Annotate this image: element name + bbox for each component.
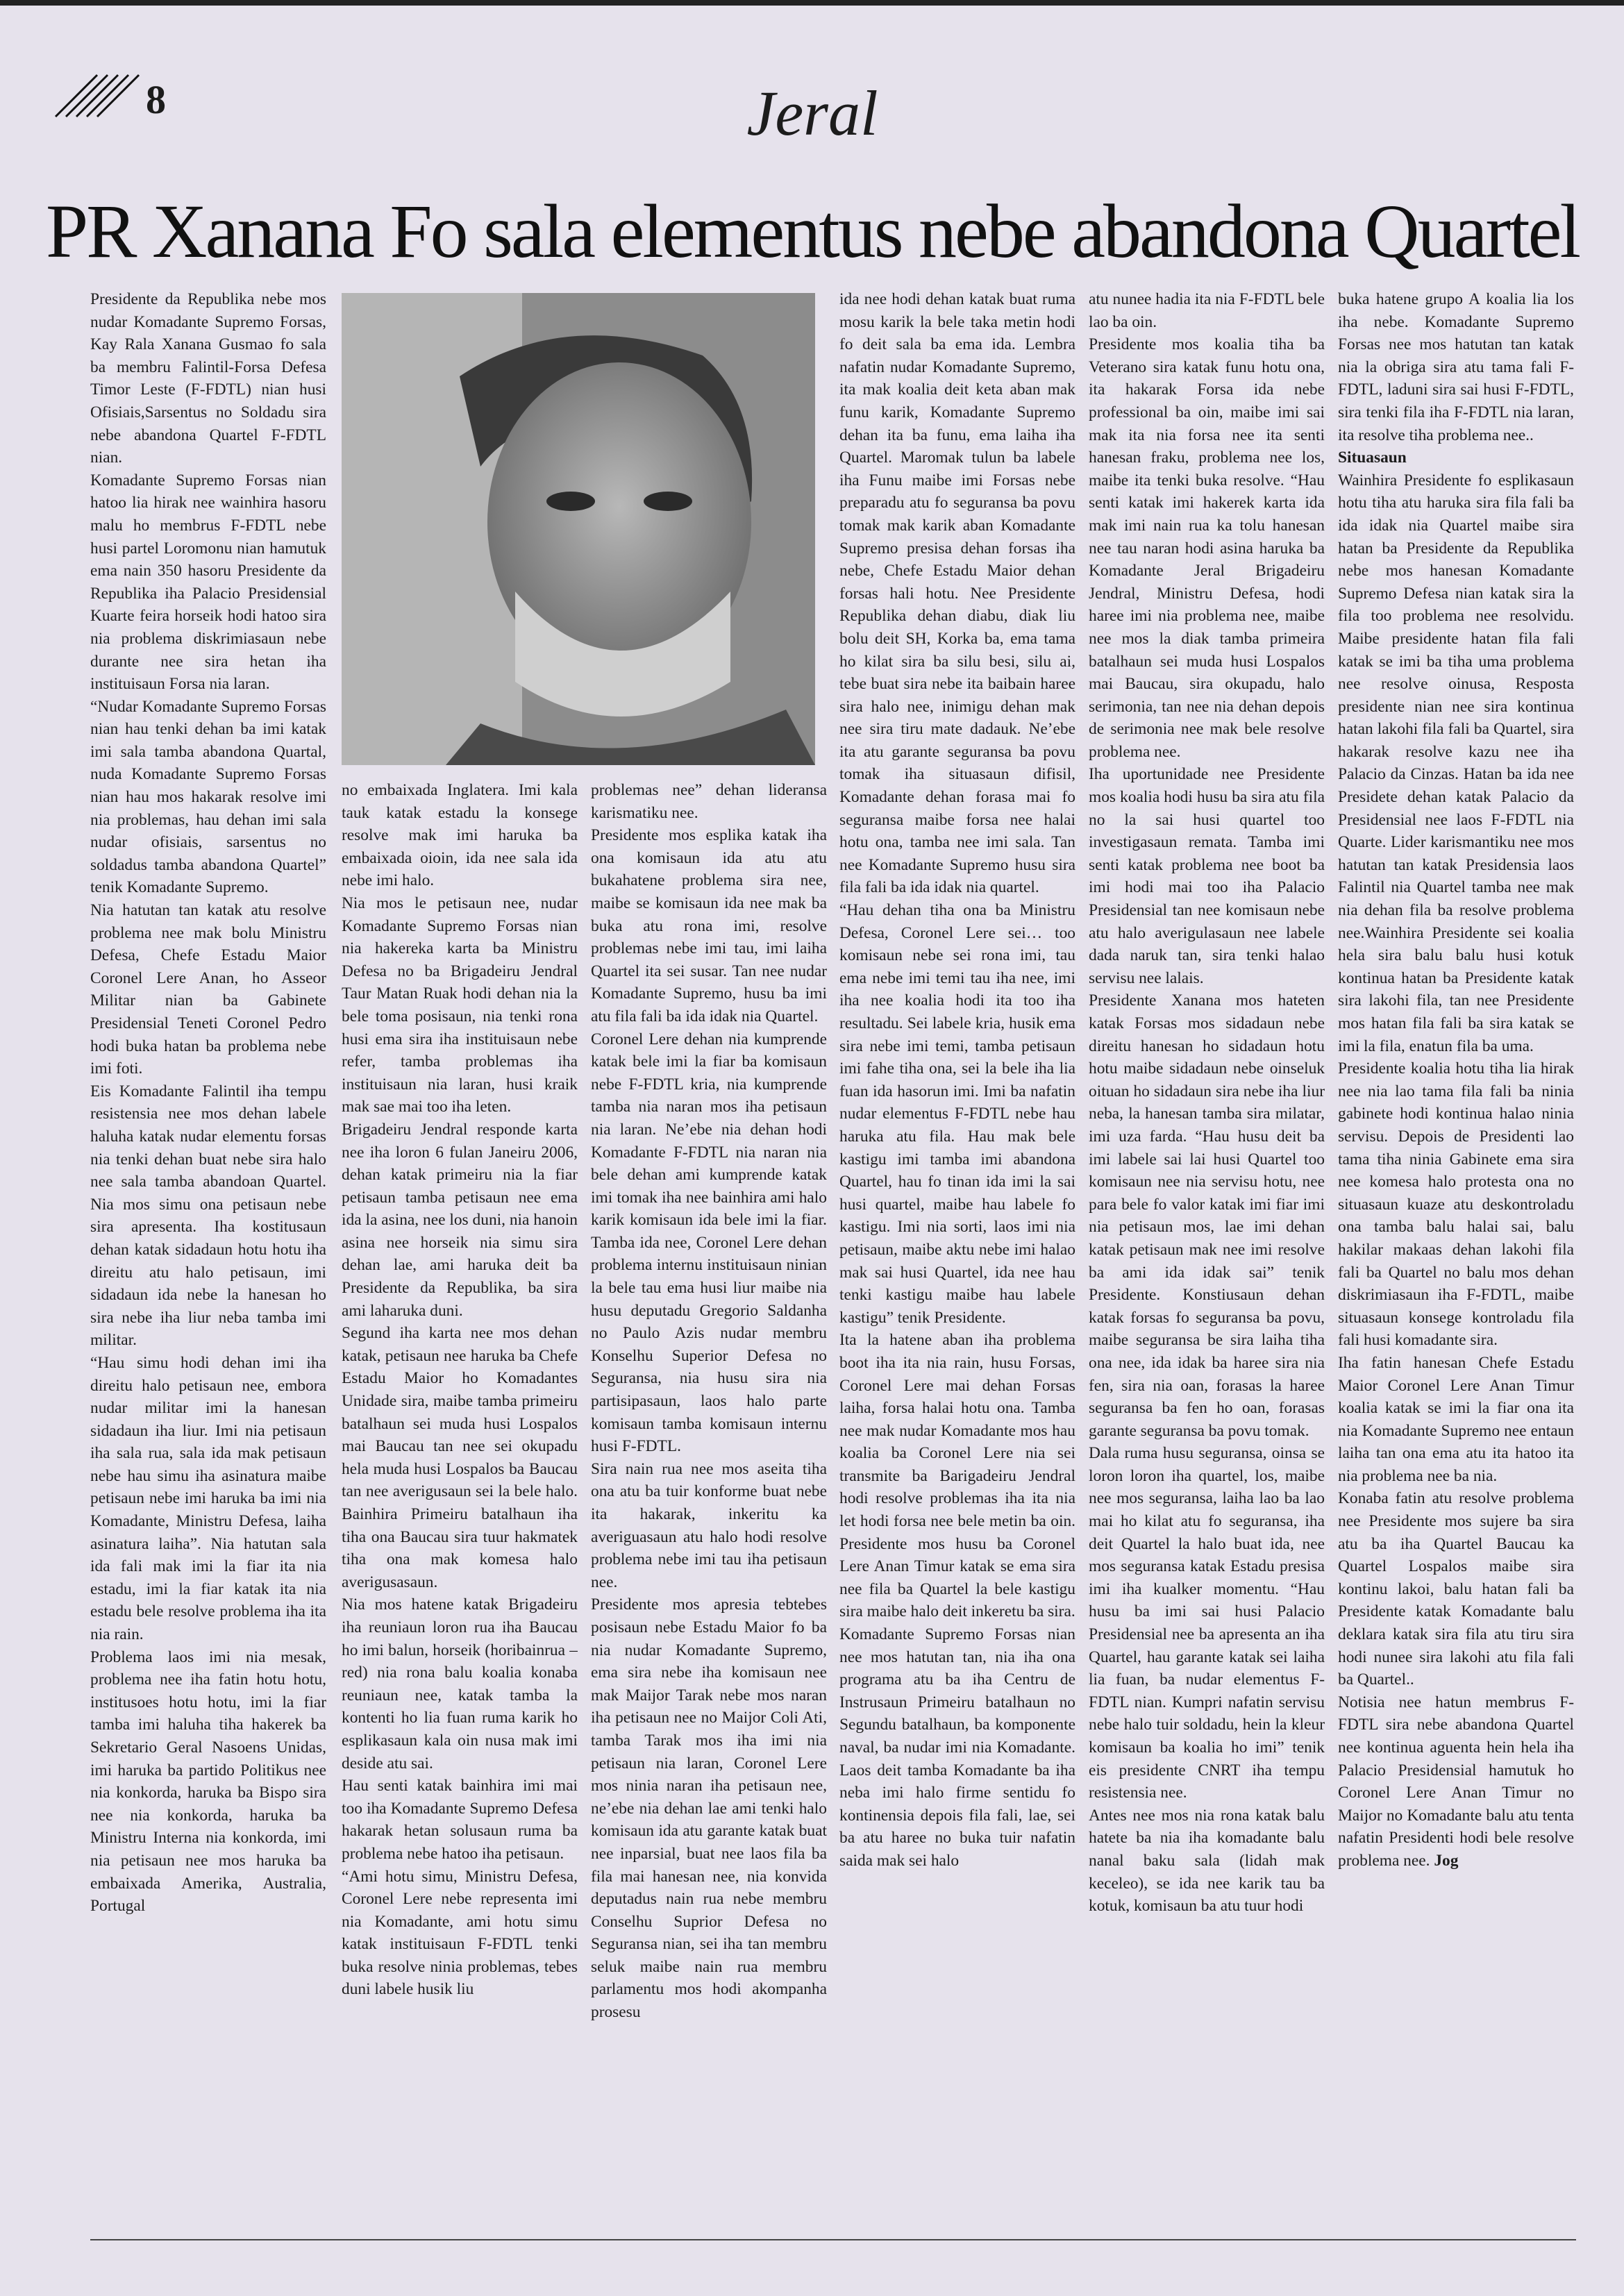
subheading: Situasaun <box>1338 449 1407 467</box>
paragraph: Iha fatin hanesan Chefe Estadu Maior Coronel Lere Anan Timur koalia katak se imi la fiar ona ita nia Komadante Supremo nee entaun laiha tan ona ema atu ita hatoo ita nia problema nee ba nia. <box>1338 1353 1574 1485</box>
article-column-2 <box>342 779 578 2232</box>
paragraph: Iha uportunidade nee Presidente mos koalia hodi husu ba sira atu fila no la sai husi quartel too investigasaun remata. Tamba imi senti katak problema nee boot ba imi hodi mai too iha Palacio Presidensial tan nee komisaun nebe atu halo averigulasaun nee labele dada naruk tan, sira tenki halao servisu nee lalais. <box>1089 765 1325 987</box>
article-column-6 <box>1338 288 1574 2232</box>
paragraph: “Hau simu hodi dehan imi iha direitu halo petisaun nee, embora nudar militar imi la hanesan sidadaun iha liur. Imi nia petisaun iha sala rua, sala ida mak petisaun nebe hau simu iha asinatura maibe petisaun nebe imi haruka ba imi nia Komadante, Ministru Defesa, laiha asinatura laiha”. Nia hatutan sala ida fali mak imi la fiar ita nia estadu, imi la fiar katak ita nia estadu bele resolve problema iha ita nia rain. <box>90 1353 326 1644</box>
paragraph: Presidente Xanana mos hateten katak Forsas mos sidadaun nebe direitu hanesan ho sidadaun hotu hotu maibe sidadaun nebe oinseluk oituan ho sidadaun sira nebe iha liur neba, la hanesan tamba sira milatar, imi uza farda. “Hau husu deit ba imi labele sai lai husi Quartel too komisaun nee nia servisu hotu, nee para bele fo valor katak imi fiar imi nia petisaun mos, lae imi dehan katak petisaun mak nee imi resolve ba ami ida idak sai” tenik Presidente. Konstiusaun dehan katak forsas fo seguransa ba povu, maibe seguransa be sira laiha tiha ona nee, ida idak ba haree sira nia fen, sira nia oan, forasas la haree seguransa ba fen ho oan, forasas garante seguransa ba povu tomak. <box>1089 991 1325 1440</box>
paragraph: Konaba fatin atu resolve problema nee Presidente mos sujere ba sira atu ba iha Quartel Baucau ka Quartel Lospalos maibe sira kontinu lakoi, balu hatan fali ba Presidente katak Komadante balu deklara katak sira fila atu tiru sira hodi nunee sira lakohi atu fila fali ba Quartel.. <box>1338 1489 1574 1689</box>
portrait-photo <box>342 293 815 765</box>
paragraph: Ita la hatene aban iha problema boot iha ita nia rain, husu Forsas, Coronel Lere mai dehan Forsas laiha, forsa halai hotu ona. Tamba nee mak nudar Komadante mos hau koalia ba Coronel Lere nia sei transmite ba Barigadeiru Jendral hodi resolve problemas iha ita nia let hodi forsa nee bele metin ba oin. Presidente mos husu ba Coronel Lere Anan Timur katak se ema sira nee fila ba Quartel la bele kastigu sira maibe halo deit inkeretu ba sira. <box>839 1331 1075 1621</box>
paragraph: buka hatene grupo A koalia lia los iha nebe. Komadante Supremo Forsas nee mos hatutan tan katak nia la obriga sira atu tama fali F-FDTL, laduni sira sai husi F-FDTL, sira tenki fila iha F-FDTL nia laran, ita resolve tiha problema nee.. <box>1338 290 1574 444</box>
paragraph: Wainhira Presidente fo esplikasaun hotu tiha atu haruka sira fila fali ba ida idak nia Quartel maibe sira hatan ba Presidente da Republika nebe mos hanesan Komadante Supremo Defesa nian katak sira la fila too problema nee resolvidu. Maibe presidente hatan fila fali katak se imi ba tiha uma problema nee resolve oinusa, Resposta presidente nian nee sira kontinua hatan lakohi fila fali ba Quartel, sira hakarak resolve kazu nee iha Palacio da Cinzas. Hatan ba ida nee Presidete dehan katak Palacio da Presidensial nee laos F-FDTL nia Quarte. Lider karismantiku nee mos hatutan tan katak Presidensia laos Falintil nia Quartel tamba nee mak nia dehan fila ba resolve problema nee.Wainhira Presidente sei koalia hela sira balu balu husi kotuk kontinua hatan ba Presidente katak sira lakohi fila, tan nee Presidente mos hatan fila fali ba sira katak se imi la fila, enatun fila ba uma. <box>1338 471 1574 1055</box>
paragraph: Komadante Supremo Forsas nian hatoo lia hirak nee wainhira hasoru malu ho membrus F-FDTL nebe husi partel Loromonu nian hamutuk ema nain 350 hasoru Presidente da Republika iha Palacio Presidensial Kuarte feira horseik hodi hatoo sira nia problema diskrimiasaun nebe durante nee sira hetan iha instituisaun Forsa nia laran. <box>90 471 326 694</box>
article-column-4 <box>839 288 1075 2232</box>
paragraph <box>1338 1691 1574 1872</box>
paragraph: Coronel Lere dehan nia kumprende katak bele imi la fiar ba komisaun nebe F-FDTL kria, nia kumprende tamba nia naran mos iha petisaun nia laran. Ne’ebe nia dehan hodi Komadante F-FDTL nia naran nia bele dehan ami kumprende katak imi tomak iha nee bainhira ami halo karik komisaun ida bele imi la fiar. Tamba ida nee, Coronel Lere dehan problema internu instituisaun ninian la bele tau ema husi liur maibe nia husu deputadu Gregorio Saldanha no Paulo Azis nudar membru Konselhu Superior Defesa no Seguransa, nia husu sira nia partisipasaun, laos halo parte komisaun tamba komisaun internu husi F-FDTL. <box>591 1030 827 1456</box>
paragraph: Nia hatutan tan katak atu resolve problema nee mak bolu Ministru Defesa, Chefe Estadu Maior Coronel Lere Anan, ho Asseor Militar nian ba Gabinete Presidensial Teneti Coronel Pedro hodi buka hatan ba problema nebe imi foti. <box>90 901 326 1078</box>
article-column-3 <box>591 779 827 2232</box>
paragraph: Problema laos imi nia mesak, problema nee iha fatin hotu hotu, institusoes hotu hotu, imi la fiar tamba imi haluha tiha hakerek ba Sekretario Geral Nasoens Unidas, imi haruka ba partido Politikus nee nia konkorda, haruka ba Bispo sira nee nia konkorda, haruka ba Ministru Interna nia konkorda, imi nia petisaun nee mos haruka ba embaixada Amerika, Australia, Portugal <box>90 1648 326 1916</box>
paragraph: Nia mos hatene katak Brigadeiru iha reuniaun loron rua iha Baucau ho imi balun, horseik (horibainrua –red) nia rona balu koalia konaba reuniaun nee, katak tamba la kontenti ho lia fuan ruma karik ho esplikasaun kala oin nusa mak imi deside atu sai. <box>342 1595 578 1773</box>
paragraph: Presidente koalia hotu tiha lia hirak nee nia lao tama fila fali ba ninia gabinete hodi kontinua halao ninia servisu. Depois de Presidenti lao tama tiha ninia Gabinete ema sira nee komesa halo protesta ona no situasaun kuaze atu deskontroladu ona tamba balu halai sai, balu hakilar makaas dehan lakohi fila fali ba Quartel no balu mos dehan diskrimiasaun iha F-FDTL, maibe situasaun konsege kontroladu fila fali husi komadante sira. <box>1338 1059 1574 1350</box>
paragraph: Komadante Supremo Forsas nian nee mos hatutan tan, nia iha ona programa atu ba iha Centru de Instrusaun Primeiru batalhaun no Segundu batalhaun, ba komponente naval, ba nudar imi nia Komadante. Laos deit tamba Komadante ba iha neba imi halo firme sentidu fo kontinensia depois fila fali, lae, sei ba atu haree no buka tuir nafatin saida mak sei halo <box>839 1625 1075 1870</box>
paragraph: “Hau dehan tiha ona ba Ministru Defesa, Coronel Lere sei… too komisaun nebe sei rona imi, tau ema nebe imi temi tau iha nee, imi iha nee koalia hodi ita too iha resultadu. Sei labele kria, husik ema sira nebe imi temi, tamba petisaun imi fahe tiha ona, sei la bele iha lia fuan ida hasorun imi. Imi ba nafatin nudar elementus F-FDTL nebe hau haruka atu fila. Hau mak bele kastigu imi tamba imi abandona Quartel, hau fo tinan ida imi la sai husi quartel, maibe hau labele fo kastigu. Imi nia sorti, laos imi nia petisaun, maibe aktu nebe imi halao mak sai husi Quartel, ida nee hau tenki kastigu maibe hau labele kastigu” tenik Presidente. <box>839 901 1075 1327</box>
paragraph: Presidente mos apresia tebtebes posisaun nebe Estadu Maior fo ba nia nudar Komadante Supremo, ema sira nebe iha komisaun nee mak Maijor Tarak nebe mos naran iha petisaun nee no Maijor Coli Ati, tamba Tarak mos iha imi nia petisaun nia laran, Coronel Lere mos ninia naran iha petisaun nee, ne’ebe nia dehan lae ami tenki halo komisaun ida atu garante katak buat nee inparsial, buat nee laos fila ba fila mai hanesan nee, nia konvida deputadus nain rua nebe membru Conselhu Suprior Defesa no Seguransa nian, sei iha tan membru seluk maibe nain rua membru parlamentu mos hodi akompanha prosesu <box>591 1595 827 2022</box>
paragraph: atu nunee hadia ita nia F-FDTL bele lao ba oin. <box>1089 290 1325 331</box>
paragraph: Segund iha karta nee mos dehan katak, petisaun nee haruka ba Chefe Estadu Maior ho Komadantes Unidade sira, maibe tamba primeiru batalhaun sei muda husi Lospalos mai Baucau tan nee sei okupadu hela muda husi Lospalos ba Baucau tan nee averigusaun sei la bele halo. Bainhira Primeiru batalhaun iha tiha ona Baucau sira tuur hakmatek tiha ona mak komesa halo averigusasaun. <box>342 1324 578 1591</box>
section-title: Jeral <box>746 78 878 149</box>
paragraph: no embaixada Inglatera. Imi kala tauk katak estadu la konsege resolve mak imi haruka ba embaixada oioin, ida nee sala ida nebe imi halo. <box>342 781 578 890</box>
paragraph: ida nee hodi dehan katak buat ruma mosu karik la bele taka metin hodi fo deit sala ba ema ida. Lembra nafatin nudar Komadante Supremo, ita mak koalia deit keta aban mak funu karik, Komadante Supremo dehan ita ba funu, ema laiha iha Quartel. Maromak tulun ba labele iha Funu maibe imi Forsas nebe preparadu atu fo seguransa ba povu tomak mak karik aban Komadante Supremo presisa dehan forsas iha nebe, Chefe Estadu Maior dehan forsas hali hotu. Nee Presidente Republika dehan diabu, diak liu bolu deit SH, Korka ba, ema tama ho kilat sira ba silu besi, silu ai, tebe buat sira nebe ita baibain haree sira halo nee, inimigu dehan mak nee sira tiru mate dadauk. Ne’ebe ita atu garante seguransa ba povu tomak iha situasaun difisil, Komadante dehan forasa mai fo seguransa maibe forsa nee halai hotu ona, tamba nee imi sala. Tan nee Komadante Supremo husu sira fila fali ba ida idak nia quartel. <box>839 290 1075 897</box>
paragraph: Presidente da Republika nebe mos nudar Komadante Supremo Forsas, Kay Rala Xanana Gusmao fo sala ba membru Falintil-Forsa Defesa Timor Leste (F-FDTL) nian husi Ofisiais,Sarsentus no Soldadu sira nebe abandona Quartel F-FDTL nian. <box>90 290 326 467</box>
portrait-photo-icon <box>342 293 815 765</box>
paragraph: Brigadeiru Jendral responde karta nee iha loron 6 fulan Janeiru 2006, dehan katak primeiru nia la fiar petisaun tamba petisaun nee ema ida la asina, nee los duni, nia hanoin asina nee horseik nia simu sira dehan lae, ami haruka deit ba Presidente da Republika, ba sira ami laharuka duni. <box>342 1120 578 1320</box>
paragraph: “Nudar Komadante Supremo Forsas nian hau tenki dehan ba imi katak imi sala tamba abandona Quartal, nuda Komadante Supremo Forsas nian hau mos hakarak resolve imi nia problemas, hau dehan imi sala nudar ofisiais, sarsentus no soldadus tamba abandona Quartel” tenik Komadante Supremo. <box>90 697 326 897</box>
paragraph: Eis Komadante Falintil iha tempu resistensia nee mos dehan labele haluha katak nudar elementu forsas nia tenki dehan buat nebe sira halo nee sala tamba abandoan Quartel. Nia mos simu ona petisaun nebe sira apresenta. Iha kostitusaun dehan katak sidadaun hotu hotu iha direitu atu halo petisaun, imi sidadaun ida nebe la hanesan ho sira nebe iha liur neba tamba imi militar. <box>90 1082 326 1350</box>
article-column-5 <box>1089 288 1325 2232</box>
paragraph: problemas nee” dehan lideransa karismatiku nee. <box>591 781 827 822</box>
byline: Jog <box>1434 1851 1459 1870</box>
headline: PR Xanana Fo sala elementus nebe abandona Quartel <box>45 189 1580 274</box>
page-number: 8 <box>146 77 166 122</box>
paragraph: Hau senti katak bainhira imi mai too iha Komadante Supremo Defesa hakarak hetan solusaun ruma ba problema nebe hatoo iha petisaun. <box>342 1777 578 1863</box>
paragraph: Presidente mos esplika katak iha ona komisaun ida atu atu bukahatene problema sira nee, maibe se komisaun ida nee mak ba buka atu rona imi, resolve problemas nebe imi tau, imi laiha Quartel ita sei susar. Tan nee nudar Komadante Supremo, husu ba imi atu fila fali ba ida idak nia Quartel. <box>591 826 827 1025</box>
paragraph: Presidente mos koalia tiha ba Veterano sira katak funu hotu ona, ita hakarak Forsa ida nebe professional ba oin, maibe imi sai mak ita nia forsa nee ita senti hanesan fraku, problema nee los, maibe ita tenki buka resolve. “Hau senti katak imi hakerek karta ida mak imi nain rua ka tolu hanesan nee tau naran hodi asina haruka ba Komadante Jeral Brigadeiru Jendral, Ministru Defesa, hodi haree imi nia problema nee, maibe nee mos la diak tamba primeira batalhaun sei muda husi Lospalos mai Baucau, sira okupadu, halo serimonia, tan nee nia dehan depois de serimonia nee mak bele resolve problema nee. <box>1089 335 1325 761</box>
paragraph: Sira nain rua nee mos aseita tiha ona atu ba tuir konforme buat nebe ita hakarak, inkeritu ka averiguasaun atu halo hodi resolve problema nebe imi tau iha petisaun nee. <box>591 1459 827 1591</box>
bottom-rule <box>90 2239 1576 2240</box>
top-rule <box>0 0 1624 6</box>
paragraph: Dala ruma husu seguransa, oinsa se loron loron iha quartel, los, maibe nee mos seguransa, laiha lao ba lao mai ho kilat atu fo seguransa, iha deit Quartel la halo buat ida, nee mos seguransa katak Estadu presisa imi iha kualker momentu. “Hau husu ba imi sai husi Palacio Presidensial nee ba apresenta an iha Quartel, hau garante katak sei laiha lia fuan, ba nudar elementus F-FDTL nian. Kumpri nafatin servisu nebe halo tuir soldadu, hein la kleur komisaun ba koalia ho imi” tenik eis presidente CNRT iha tempu resistensia nee. <box>1089 1444 1325 1802</box>
paragraph: “Ami hotu simu, Ministru Defesa, Coronel Lere nebe representa imi nia Komadante, ami hotu simu katak instituisaun F-FDTL tenki buka resolve ninia problemas, tebes duni labele husik liu <box>342 1867 578 1999</box>
article-column-1 <box>90 288 326 2232</box>
page-header <box>49 62 1576 153</box>
paragraph-text: Notisia nee hatun membrus F-FDTL sira nebe abandona Quartel nee kontinua aguenta hein hela iha Palacio Presidensial hamutuk ho Coronel Lere Anan Timur no Maijor no Komadante balu atu tenta nafatin Presidenti hodi bele resolve problema nee. <box>1338 1693 1574 1870</box>
paragraph: Nia mos le petisaun nee, nudar Komadante Supremo Forsas nian nia hakereka karta ba Ministru Defesa no ba Brigadeiru Jendral Taur Matan Ruak hodi dehan nia la bele toma posisaun, nia tenki rona husi ema sira iha instituisaun nebe refer, tamba problemas iha instituisaun nia laran, husi kraik mak sae mai too iha leten. <box>342 894 578 1116</box>
paragraph: Antes nee mos nia rona katak balu hatete ba nia iha komadante balu nanal baku sala (lidah mak keceleo), se ida nee karik tau ba kotuk, komisaun ba atu tuur hodi <box>1089 1806 1325 1916</box>
